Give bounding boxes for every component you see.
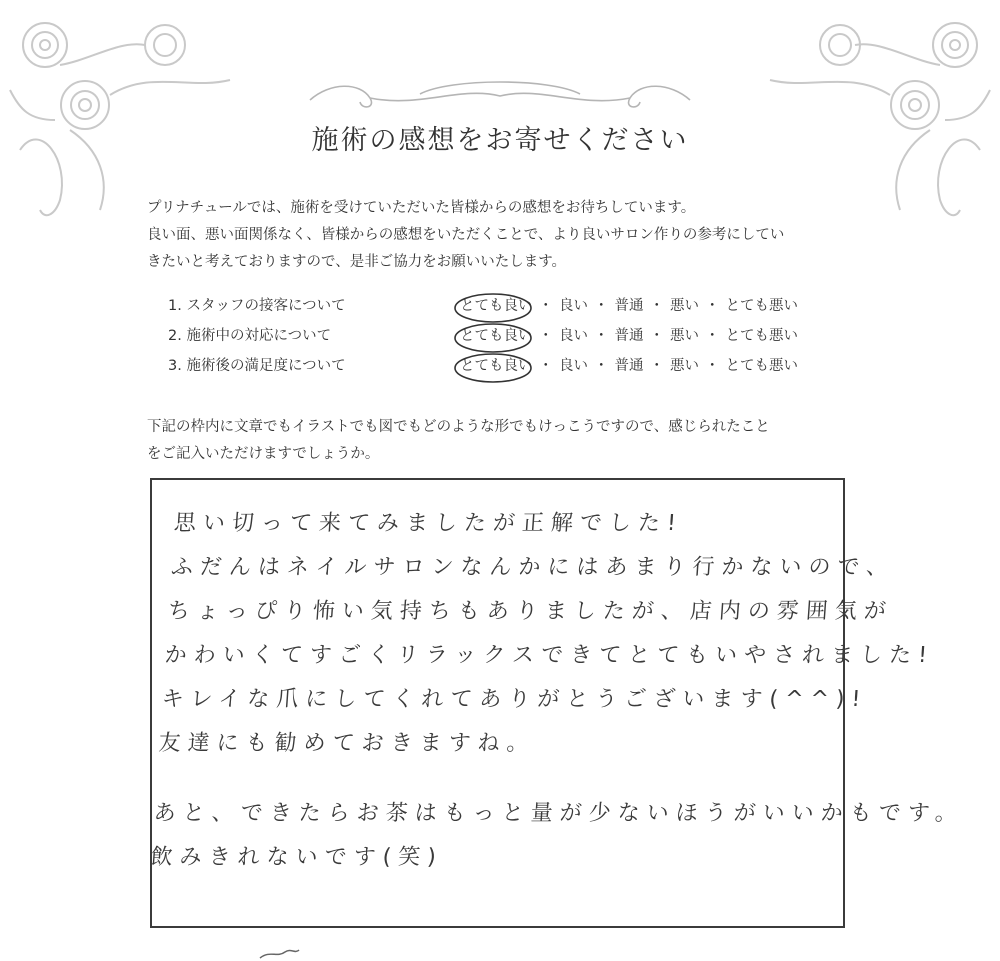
separator: ・ [594,328,609,344]
handwritten-line: ちょっぴり怖い気持ちもありましたが、店内の雰囲気が [166,599,894,624]
survey-question-2 [168,322,848,352]
rating-options [460,354,798,375]
rating-option-good[interactable]: 良い [559,298,588,314]
separator: ・ [594,298,609,314]
separator: ・ [594,358,609,374]
rating-option-bad[interactable]: 悪い [670,358,699,374]
rating-option-very-bad[interactable]: とても悪い [725,358,798,374]
rose-ornament-right [760,0,1000,230]
handwritten-line: 飲みきれないです(笑) [149,845,444,870]
rating-option-bad[interactable]: 悪い [670,328,699,344]
handwritten-line: あと、できたらお茶はもっと量が少ないほうがいいかもです。 [152,801,965,826]
rating-option-average[interactable]: 普通 [614,298,644,314]
hand-drawn-circle-icon [452,321,534,355]
question-label: 1. スタッフの接客について [168,298,346,314]
separator: ・ [649,358,664,374]
separator: ・ [705,328,720,344]
intro-line: 良い面、悪い面関係なく、皆様からの感想をいただくことで、より良いサロン作りの参考にしてい [147,227,785,243]
rating-option-average[interactable]: 普通 [614,358,644,374]
comment-prompt [147,414,770,468]
rating-option-very-bad[interactable]: とても悪い [725,328,798,344]
title-flourish [300,78,700,114]
rating-option-very-good-selected[interactable]: とても良い [460,298,533,314]
handwritten-line: ふだんはネイルサロンなんかにはあまり行かないので、 [170,555,896,580]
rating-option-average[interactable]: 普通 [614,328,644,344]
handwritten-comment [149,506,965,884]
survey-question-3 [168,352,848,382]
prompt-line: をご記入いただけますでしょうか。 [147,446,380,462]
rating-option-very-good-selected[interactable]: とても良い [460,328,533,344]
handwritten-line: キレイな爪にしてくれてありがとうございます(^^)! [160,687,869,712]
handwritten-line: 思い切って来てみましたが正解でした! [173,511,684,536]
separator: ・ [538,298,553,314]
survey-question-1 [168,292,848,322]
separator: ・ [649,298,664,314]
separator: ・ [705,298,720,314]
rating-options [460,324,798,345]
separator: ・ [538,328,553,344]
rating-option-good[interactable]: 良い [559,358,588,374]
rating-option-good[interactable]: 良い [559,328,588,344]
rating-option-bad[interactable]: 悪い [670,298,699,314]
separator: ・ [705,358,720,374]
separator: ・ [649,328,664,344]
rating-option-very-good-selected[interactable]: とても良い [460,358,533,374]
intro-line: プリナチュールでは、施術を受けていただいた皆様からの感想をお待ちしています。 [147,200,696,216]
hand-drawn-circle-icon [452,351,534,385]
page-title: 施術の感想をお寄せください [311,125,689,156]
prompt-line: 下記の枠内に文章でもイラストでも図でもどのような形でもけっこうですので、感じられたこと [147,419,770,435]
comment-box[interactable] [149,478,965,928]
ink-mark [255,944,315,960]
rating-options [460,294,798,315]
intro-text [147,195,784,276]
question-label: 2. 施術中の対応について [168,328,332,344]
question-label: 3. 施術後の満足度について [168,358,346,374]
separator: ・ [538,358,553,374]
handwritten-line: 友達にも勧めておきますね。 [157,731,537,756]
intro-line: きたいと考えておりますので、是非ご協力をお願いいたします。 [147,254,567,270]
hand-drawn-circle-icon [452,291,534,325]
rating-survey [168,292,848,382]
handwritten-line: かわいくてすごくリラックスできてとてもいやされました! [163,643,935,668]
rating-option-very-bad[interactable]: とても悪い [725,298,798,314]
